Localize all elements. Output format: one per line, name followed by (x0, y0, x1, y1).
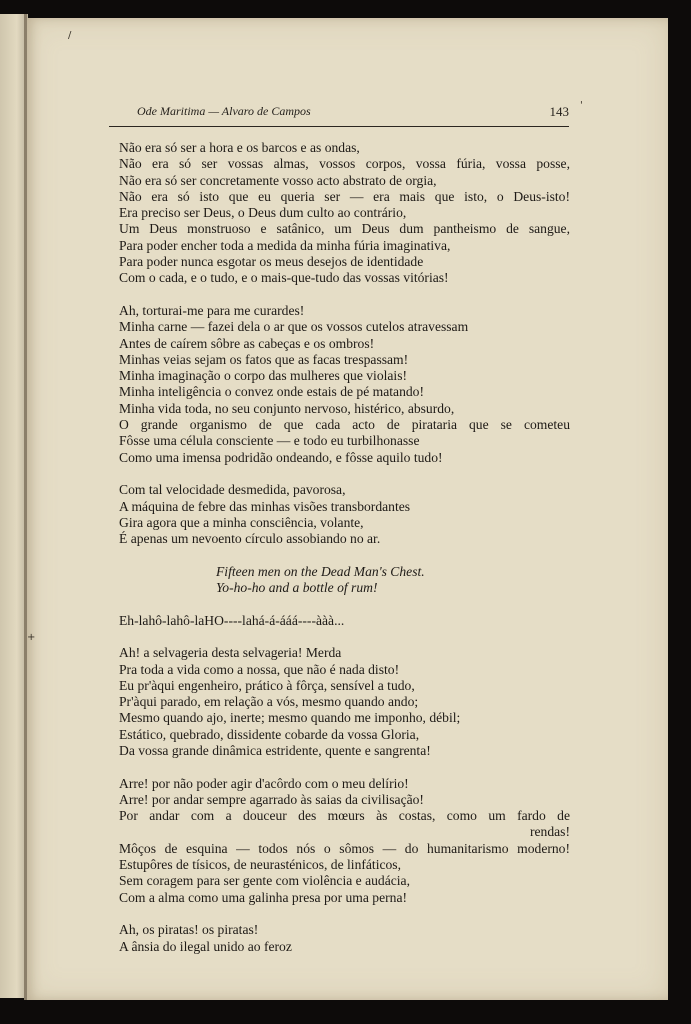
page-blemish: / (68, 30, 72, 41)
poem-line: Não era só ser vossas almas, vossos corpos, vossa fúria, vossa posse, (119, 156, 570, 172)
stanza-gap (119, 759, 570, 775)
page-gutter (24, 14, 27, 1000)
poem-line: Não era só ser concretamente vosso acto abstrato de orgia, (119, 172, 437, 188)
poem-line: Por andar com a douceur des mœurs às costas, como um fardo de (119, 808, 570, 824)
poem-line: Era preciso ser Deus, o Deus dum culto ao contrário, (119, 205, 407, 221)
stanza-gap (119, 906, 570, 922)
poem-line: rendas! (529, 824, 570, 840)
stanza-gap (119, 547, 570, 563)
stanza-gap (119, 466, 570, 482)
poem-line: Como uma imensa podridão ondeando, e fôsse aquilo tudo! (119, 449, 443, 465)
poem-line: Eu pr'àqui engenheiro, prático à fôrça, sensível a tudo, (119, 677, 415, 693)
poem-line: Minha carne — fazei dela o ar que os vossos cutelos atravessam (119, 319, 469, 335)
poem-line: Ah! a selvageria desta selvageria! Merda (119, 645, 342, 661)
poem-line: Um Deus monstruoso e satânico, um Deus dum pantheismo de sangue, (119, 221, 570, 237)
epigraph-line: Fifteen men on the Dead Man's Chest. (216, 563, 425, 579)
stanza-gap (119, 287, 570, 303)
poem-line: Estupôres de tísicos, de neurasténicos, de linfáticos, (119, 857, 401, 873)
poem-line: Para poder nunca esgotar os meus desejos de identidade (119, 254, 424, 270)
poem-line: É apenas um nevoento círculo assobiando no ar. (119, 531, 381, 547)
stanza (119, 645, 570, 759)
stanza (119, 776, 570, 906)
poem-line: Para poder encher toda a medida da minha fúria imaginativa, (119, 237, 451, 253)
stanza (119, 140, 570, 287)
poem-line: Ah, torturai-me para me curardes! (119, 302, 305, 318)
stanza-group (119, 645, 570, 955)
stanza (119, 303, 570, 466)
poem-line: Arre! por andar sempre agarrado às saias da civilisação! (119, 791, 424, 807)
poem-line: Minha vida toda, no seu conjunto nervoso, histérico, absurdo, (119, 400, 455, 416)
stanza-gap (119, 596, 570, 612)
poem-line: Gira agora que a minha consciência, volante, (119, 514, 364, 530)
poem-line: Com o cada, e o tudo, e o mais-que-tudo das vossas vitórias! (119, 270, 449, 286)
epigraph-line: Yo-ho-ho and a bottle of rum! (216, 580, 378, 596)
cry-line: Eh-lahô-lahô-laHO----lahá-á-ááá----ààà... (119, 612, 345, 628)
poem-line: Estático, quebrado, dissidente cobarde da vossa Gloria, (119, 726, 420, 742)
poem-line: Minha imaginação o corpo das mulheres que violais! (119, 368, 408, 384)
poem-line: Minha inteligência o convez onde estais de pé matando! (119, 384, 424, 400)
running-header (109, 104, 569, 127)
poem-line: Pr'àqui parado, em relação a vós, mesmo quando ando; (119, 694, 419, 710)
poem-line: A ânsia do ilegal unido ao feroz (119, 938, 292, 954)
poem-line: Ah, os piratas! os piratas! (119, 922, 259, 938)
poem-body (119, 140, 570, 955)
poem-line: Sem coragem para ser gente com violência e audácia, (119, 873, 410, 889)
page-number: 143 (549, 104, 569, 119)
poem-line: Com tal velocidade desmedida, pavorosa, (119, 482, 346, 498)
poem-line: Minhas veias sejam os fatos que as facas trespassam! (119, 351, 409, 367)
stanza-group (119, 140, 570, 547)
running-title: Ode Maritima — Alvaro de Campos (137, 104, 311, 118)
page-blemish: + (27, 632, 36, 643)
poem-line: O grande organismo de que cada acto de pirataria que se cometeu (119, 417, 570, 433)
stanza (119, 922, 570, 955)
poem-line: Môços de esquina — todos nós o sômos — do humanitarismo moderno! (119, 840, 570, 856)
poem-line: Mesmo quando ajo, inerte; mesmo quando me imponho, débil; (119, 710, 461, 726)
poem-line: Arre! por não poder agir d'acôrdo com o meu delírio! (119, 775, 409, 791)
epigraph (119, 564, 570, 597)
poem-line: Não era só isto que eu queria ser — era mais que isto, o Deus-isto! (119, 188, 570, 204)
poem-line: Não era só ser a hora e os barcos e as ondas, (119, 140, 360, 155)
poem-line: A máquina de febre das minhas visões transbordantes (119, 498, 411, 514)
poem-line: Pra toda a vida como a nossa, que não é nada disto! (119, 661, 400, 677)
poem-line: Com a alma como uma galinha presa por uma perna! (119, 889, 408, 905)
stanza-gap (119, 629, 570, 645)
poem-line: Da vossa grande dinâmica estridente, quente e sangrenta! (119, 742, 431, 758)
page-blemish: ' (580, 100, 583, 111)
poem-line: Fôsse uma célula consciente — e todo eu turbilhonasse (119, 433, 420, 449)
poem-line: Antes de caírem sôbre as cabeças e os ombros! (119, 335, 375, 351)
stanza (119, 482, 570, 547)
